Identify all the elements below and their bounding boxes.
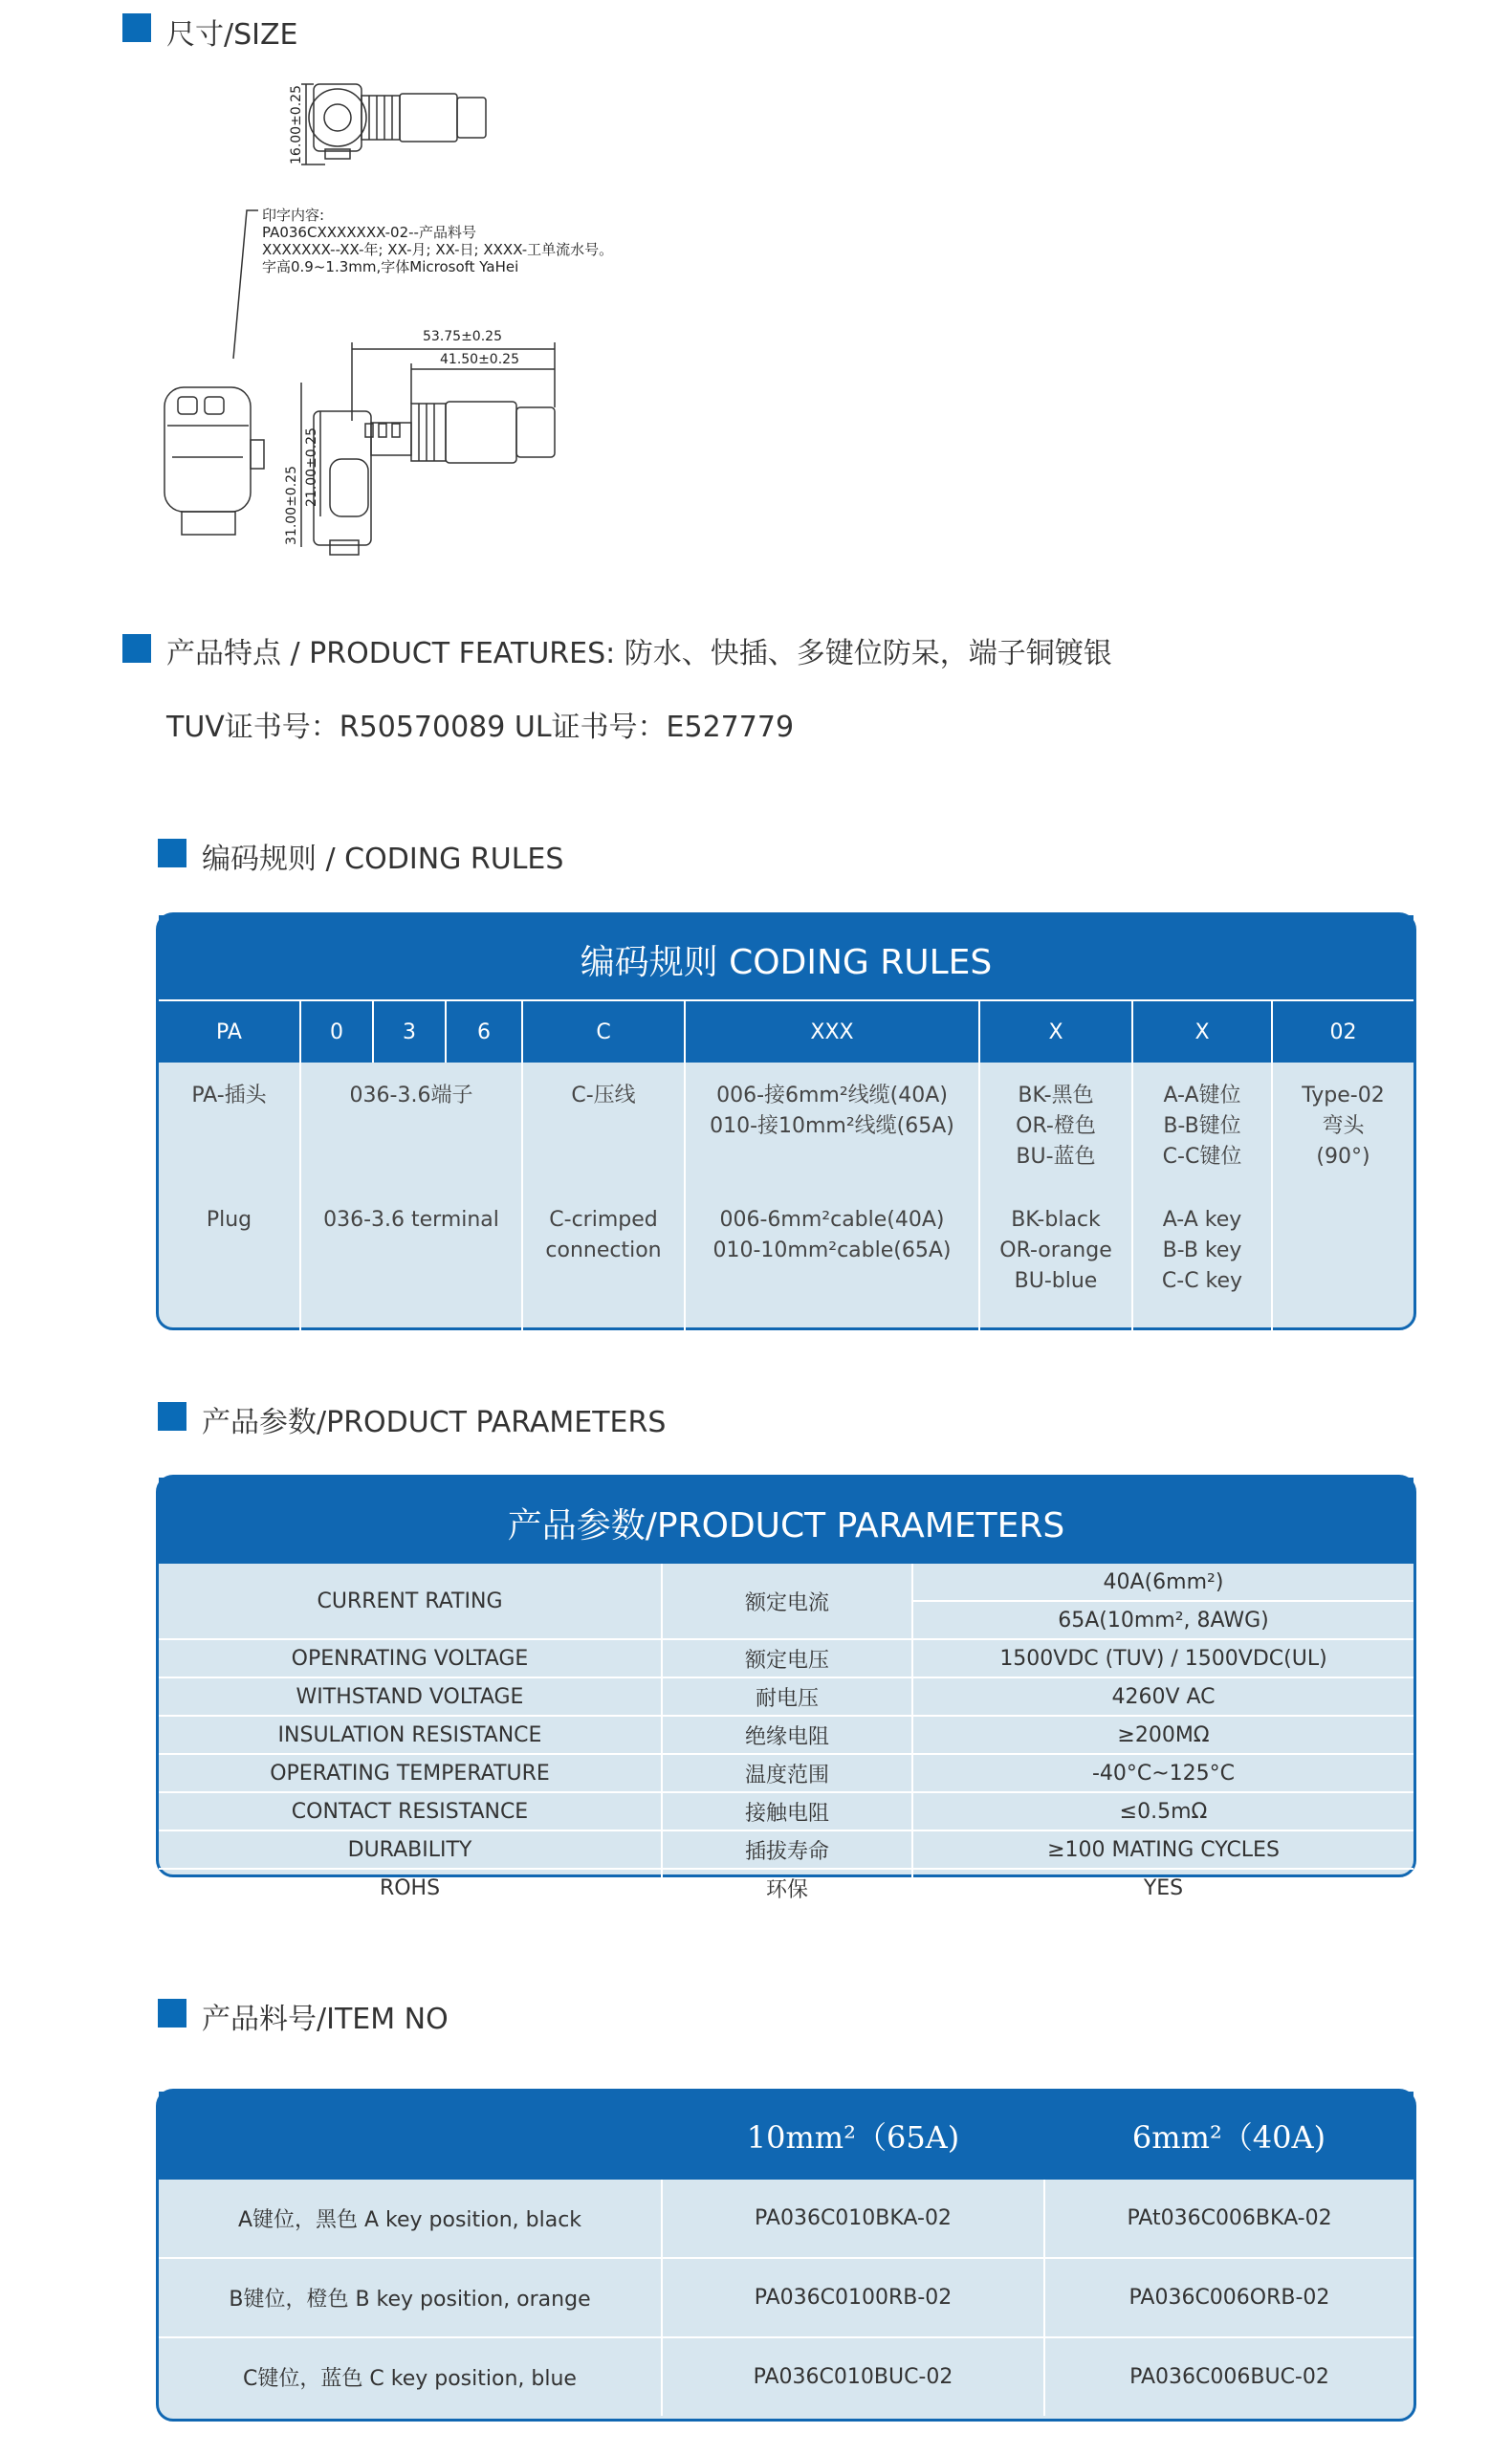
param-value: 65A(10mm², 8AWG) xyxy=(912,1601,1413,1639)
section-marker xyxy=(122,13,151,42)
code-header-type: 02 xyxy=(1272,1000,1413,1063)
item-row-label: A键位，黑色 A key position, black xyxy=(159,2180,662,2258)
param-name-cn: 温度范围 xyxy=(662,1754,912,1792)
item-code: PA036C010BUC-02 xyxy=(662,2337,1044,2416)
print-note-line-4: 字高0.9~1.3mm,字体Microsoft YaHei xyxy=(262,258,519,275)
table-row xyxy=(159,2258,1413,2337)
param-name-cn: 环保 xyxy=(662,1869,912,1906)
item-code: PA036C010BKA-02 xyxy=(662,2180,1044,2258)
param-value: ≤0.5mΩ xyxy=(912,1792,1413,1830)
section-marker xyxy=(158,1999,186,2028)
item-code: PA036C006BUC-02 xyxy=(1129,2365,1329,2389)
param-name-en: CURRENT RATING xyxy=(159,1564,662,1639)
product-parameters-table xyxy=(159,1564,1413,1906)
item-section-title: 产品料号/ITEM NO xyxy=(202,2003,449,2036)
param-name-cn: 额定电压 xyxy=(662,1639,912,1677)
code-header-6: 6 xyxy=(446,1000,522,1063)
param-value: YES xyxy=(1143,1875,1184,1900)
print-note-line-1: 印字内容: xyxy=(262,207,325,224)
code-header-3: 3 xyxy=(373,1000,446,1063)
param-value: 1500VDC (TUV) / 1500VDC(UL) xyxy=(912,1639,1413,1677)
coding-rules-panel xyxy=(156,912,1416,1330)
code-header-xxx: XXX xyxy=(685,1000,979,1063)
param-name-en: OPERATING TEMPERATURE xyxy=(159,1754,662,1792)
param-value: ≥100 MATING CYCLES xyxy=(912,1830,1413,1869)
code-cell-crimp: C-压线 C-crimped connection xyxy=(522,1063,685,1336)
param-name-en: INSULATION RESISTANCE xyxy=(159,1716,662,1754)
connector-dimension-drawing xyxy=(143,57,717,555)
dim-height-outer: 31.00±0.25 xyxy=(284,466,299,545)
dim-height-top: 16.00±0.25 xyxy=(289,85,304,164)
item-number-panel xyxy=(156,2089,1416,2422)
code-header-x-color: X xyxy=(979,1000,1132,1063)
param-name-cn: 绝缘电阻 xyxy=(662,1716,912,1754)
product-parameters-title: 产品参数/PRODUCT PARAMETERS xyxy=(159,1478,1413,1564)
section-marker xyxy=(158,1402,186,1431)
svg-text:印字内容: PA036CXXXXXXX-02--产品 xyxy=(262,207,618,275)
code-header-c: C xyxy=(522,1000,685,1063)
table-row xyxy=(159,2337,1413,2416)
size-section-title: 尺寸/SIZE xyxy=(166,18,298,52)
code-cell-color: BK-黑色 OR-橙色 BU-蓝色 BK-black OR-orange BU-blue xyxy=(979,1063,1132,1336)
item-col-6mm: 6mm²（40A) xyxy=(1044,2092,1413,2180)
param-name-cn: 接触电阻 xyxy=(662,1792,912,1830)
code-header-pa: PA xyxy=(159,1000,300,1063)
param-name-cn: 额定电流 xyxy=(662,1564,912,1639)
code-header-x-key: X xyxy=(1132,1000,1272,1063)
section-marker xyxy=(158,839,186,867)
product-parameters-panel xyxy=(156,1475,1416,1902)
param-name-en: DURABILITY xyxy=(159,1830,662,1869)
code-cell-type: Type-02 弯头 (90°) xyxy=(1302,1084,1385,1169)
dim-height-inner: 21.00±0.25 xyxy=(304,427,319,507)
param-name-cn: 插拔寿命 xyxy=(662,1830,912,1869)
params-section-title: 产品参数/PRODUCT PARAMETERS xyxy=(202,1406,667,1439)
dim-length-inner: 41.50±0.25 xyxy=(440,352,519,367)
param-value: ≥200MΩ xyxy=(912,1716,1413,1754)
coding-section-title: 编码规则 / CODING RULES xyxy=(202,843,564,876)
item-row-label: C键位，蓝色 C key position, blue xyxy=(159,2337,662,2416)
item-code: PAt036C006BKA-02 xyxy=(1044,2180,1413,2258)
print-note-line-3: XXXXXXX--XX-年; XX-月; XX-日; XXXX-工单流水号。 xyxy=(262,241,614,258)
code-cell-key: A-A键位 B-B键位 C-C键位 A-A key B-B key C-C key xyxy=(1132,1063,1272,1336)
item-col-10mm: 10mm²（65A) xyxy=(662,2092,1044,2180)
param-name-en: ROHS xyxy=(159,1869,662,1906)
param-name-en: WITHSTAND VOLTAGE xyxy=(159,1677,662,1716)
code-cell-pa: PA-插头 Plug xyxy=(159,1063,300,1336)
param-value: 4260V AC xyxy=(912,1677,1413,1716)
param-name-en: OPENRATING VOLTAGE xyxy=(159,1639,662,1677)
coding-rules-table xyxy=(159,999,1413,1336)
param-name-en: CONTACT RESISTANCE xyxy=(159,1792,662,1830)
section-marker xyxy=(122,634,151,663)
param-value: -40°C~125°C xyxy=(912,1754,1413,1792)
param-value: 40A(6mm²) xyxy=(912,1564,1413,1601)
item-number-table xyxy=(159,2092,1413,2180)
features-title: 产品特点 / PRODUCT FEATURES: 防水、快插、多键位防呆，端子铜镀银 xyxy=(166,637,1112,670)
item-code: PA036C0100RB-02 xyxy=(662,2258,1044,2337)
code-cell-cable: 006-接6mm²线缆(40A) 010-接10mm²线缆(65A) 006-6mm²cable(40A) 010-10mm²cable(65A) xyxy=(685,1063,979,1336)
table-row xyxy=(159,2180,1413,2258)
print-note-line-2: PA036CXXXXXXX-02--产品料号 xyxy=(262,224,476,241)
item-code: PA036C006ORB-02 xyxy=(1044,2258,1413,2337)
coding-rules-title: 编码规则 CODING RULES xyxy=(159,915,1413,999)
param-name-cn: 耐电压 xyxy=(662,1677,912,1716)
code-cell-terminal: 036-3.6端子 036-3.6 terminal xyxy=(300,1063,522,1336)
certificate-numbers: TUV证书号：R50570089 UL证书号：E527779 xyxy=(166,711,795,744)
code-header-0: 0 xyxy=(300,1000,373,1063)
dim-length-total: 53.75±0.25 xyxy=(423,329,502,344)
item-row-label: B键位，橙色 B key position, orange xyxy=(159,2258,662,2337)
